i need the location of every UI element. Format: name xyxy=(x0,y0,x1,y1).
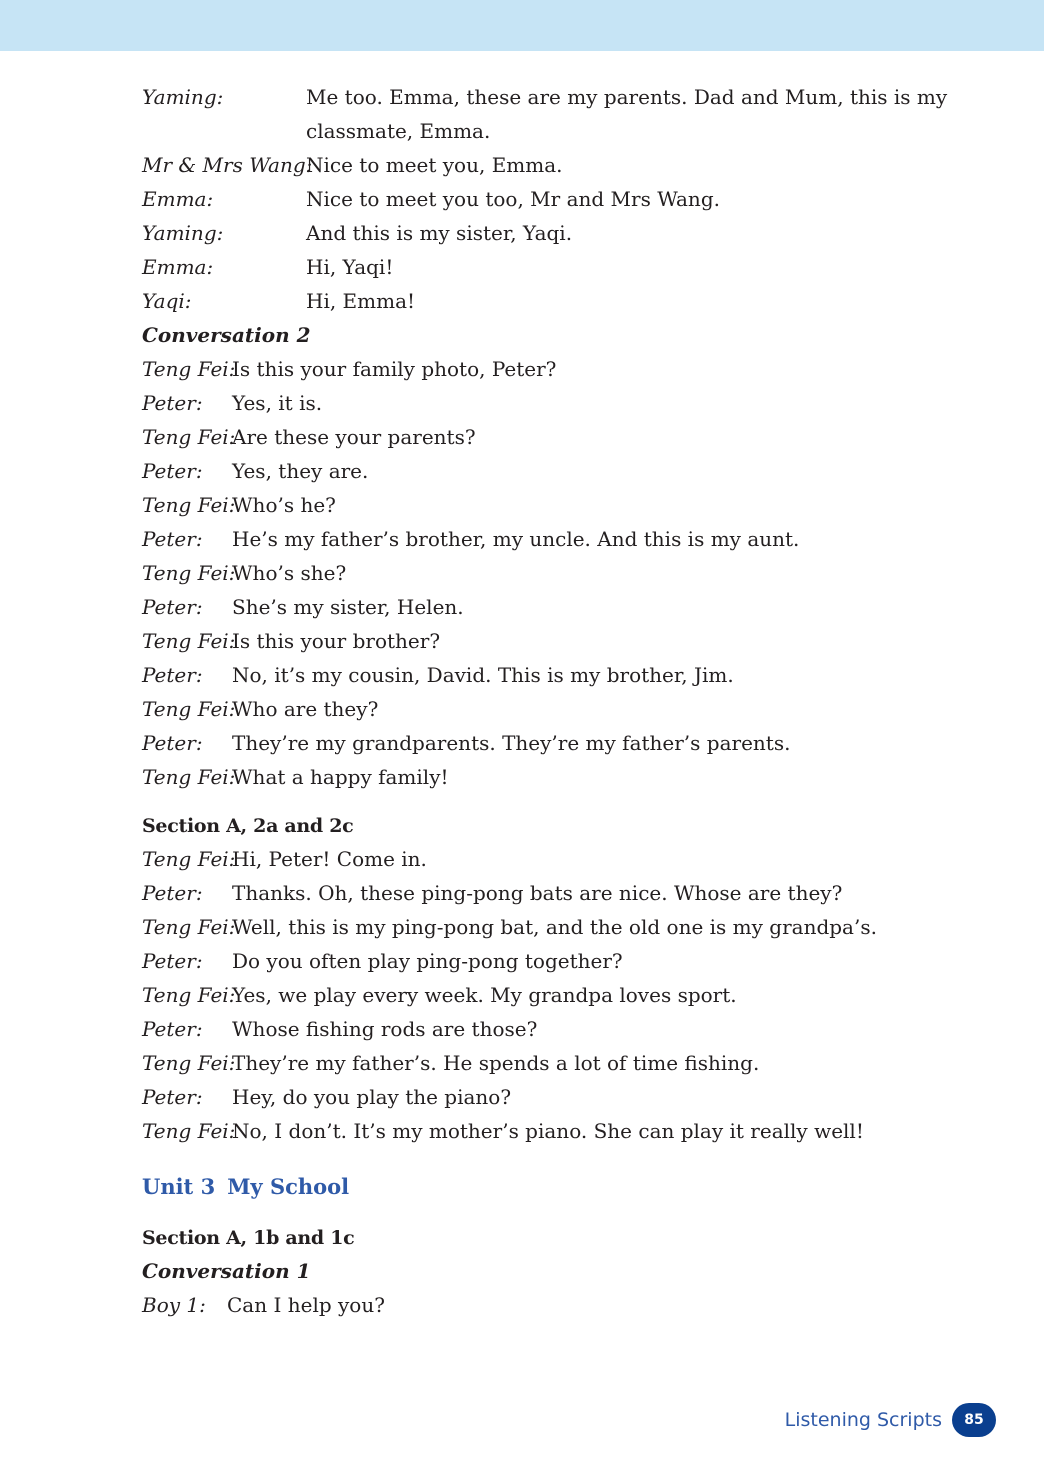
speaker-label: Yaming: xyxy=(142,221,224,245)
script-content xyxy=(142,80,1002,1322)
dialogue-line xyxy=(142,284,1002,318)
dialogue-line xyxy=(142,692,1002,726)
dialogue-line xyxy=(142,1114,1002,1148)
dialogue-line xyxy=(142,760,1002,794)
conversation-title: Conversation 1 xyxy=(142,1259,311,1283)
dialogue-text: Hey, do you play the piano? xyxy=(232,1085,512,1109)
conversation-title: Conversation 2 xyxy=(142,323,311,347)
dialogue-line xyxy=(142,876,1002,910)
dialogue-line xyxy=(142,386,1002,420)
dialogue-line xyxy=(142,488,1002,522)
page-number-badge: 85 xyxy=(952,1403,996,1437)
dialogue-text: They’re my grandparents. They’re my father’s parents. xyxy=(232,731,791,755)
dialogue-text: He’s my father’s brother, my uncle. And this is my aunt. xyxy=(232,527,800,551)
speaker-label: Teng Fei: xyxy=(142,493,236,517)
dialogue-text: Nice to meet you, Emma. xyxy=(306,153,563,177)
dialogue-text: What a happy family! xyxy=(232,765,449,789)
dialogue-line xyxy=(142,1288,1002,1322)
unit-heading xyxy=(142,1170,1002,1204)
speaker-label: Teng Fei: xyxy=(142,561,236,585)
speaker-label: Teng Fei: xyxy=(142,1051,236,1075)
dialogue-text: Is this your brother? xyxy=(232,629,441,653)
dialogue-text: Who are they? xyxy=(232,697,379,721)
dialogue-text: Yes, it is. xyxy=(232,391,323,415)
speaker-label: Peter: xyxy=(142,391,203,415)
dialogue-line xyxy=(142,420,1002,454)
dialogue-line xyxy=(142,1012,1002,1046)
speaker-label: Teng Fei: xyxy=(142,629,236,653)
speaker-label: Peter: xyxy=(142,949,203,973)
speaker-label: Peter: xyxy=(142,881,203,905)
speaker-label: Mr & Mrs Wang: xyxy=(142,153,313,177)
dialogue-text: Nice to meet you too, Mr and Mrs Wang. xyxy=(306,187,720,211)
speaker-label: Emma: xyxy=(142,255,214,279)
dialogue-line xyxy=(142,726,1002,760)
dialogue-text: Whose fishing rods are those? xyxy=(232,1017,538,1041)
dialogue-text: Me too. Emma, these are my parents. Dad and Mum, this is my classmate, Emma. xyxy=(306,85,948,143)
speaker-label: Peter: xyxy=(142,527,203,551)
speaker-label: Teng Fei: xyxy=(142,847,236,871)
speaker-label: Teng Fei: xyxy=(142,697,236,721)
dialogue-text: Hi, Emma! xyxy=(306,289,416,313)
dialogue-text: Who’s he? xyxy=(232,493,336,517)
speaker-label: Peter: xyxy=(142,731,203,755)
dialogue-line xyxy=(142,454,1002,488)
dialogue-line xyxy=(142,910,1002,944)
dialogue-text: Hi, Peter! Come in. xyxy=(232,847,427,871)
page-footer xyxy=(785,1403,996,1437)
speaker-label: Yaming: xyxy=(142,85,224,109)
speaker-label: Yaqi: xyxy=(142,289,192,313)
dialogue-text: Thanks. Oh, these ping-pong bats are nice. Whose are they? xyxy=(232,881,843,905)
speaker-label: Teng Fei: xyxy=(142,357,236,381)
dialogue-line xyxy=(142,250,1002,284)
dialogue-text: Do you often play ping-pong together? xyxy=(232,949,623,973)
speaker-label: Peter: xyxy=(142,1017,203,1041)
speaker-label: Boy 1: xyxy=(142,1293,206,1317)
footer-label: Listening Scripts xyxy=(784,1409,942,1431)
dialogue-line xyxy=(142,352,1002,386)
dialogue-line xyxy=(142,182,1002,216)
dialogue-line xyxy=(142,658,1002,692)
speaker-label: Teng Fei: xyxy=(142,765,236,789)
dialogue-text: Hi, Yaqi! xyxy=(306,255,394,279)
dialogue-line xyxy=(142,842,1002,876)
dialogue-text: Well, this is my ping-pong bat, and the old one is my grandpa’s. xyxy=(232,915,877,939)
speaker-label: Teng Fei: xyxy=(142,915,236,939)
speaker-label: Peter: xyxy=(142,595,203,619)
dialogue-line xyxy=(142,148,1002,182)
speaker-label: Teng Fei: xyxy=(142,1119,236,1143)
dialogue-line xyxy=(142,522,1002,556)
speaker-label: Peter: xyxy=(142,663,203,687)
dialogue-text: Who’s she? xyxy=(232,561,347,585)
dialogue-text: They’re my father’s. He spends a lot of time fishing. xyxy=(232,1051,760,1075)
speaker-label: Teng Fei: xyxy=(142,983,236,1007)
dialogue-line xyxy=(142,1046,1002,1080)
dialogue-line xyxy=(142,556,1002,590)
dialogue-line xyxy=(142,978,1002,1012)
dialogue-line xyxy=(142,80,1002,148)
dialogue-text: Are these your parents? xyxy=(232,425,476,449)
dialogue-text: She’s my sister, Helen. xyxy=(232,595,464,619)
dialogue-line xyxy=(142,944,1002,978)
section-title: Section A, 2a and 2c xyxy=(142,815,354,837)
dialogue-text: Can I help you? xyxy=(227,1293,385,1317)
dialogue-text: No, it’s my cousin, David. This is my brother, Jim. xyxy=(232,663,734,687)
speaker-label: Peter: xyxy=(142,459,203,483)
unit-name: My School xyxy=(227,1174,350,1199)
speaker-label: Teng Fei: xyxy=(142,425,236,449)
unit-number: Unit 3 xyxy=(142,1174,216,1199)
dialogue-text: Yes, we play every week. My grandpa loves sport. xyxy=(232,983,737,1007)
dialogue-line xyxy=(142,216,1002,250)
dialogue-line xyxy=(142,590,1002,624)
dialogue-text: Is this your family photo, Peter? xyxy=(232,357,557,381)
dialogue-text: Yes, they are. xyxy=(232,459,369,483)
section-title: Section A, 1b and 1c xyxy=(142,1227,355,1249)
dialogue-line xyxy=(142,1080,1002,1114)
speaker-label: Emma: xyxy=(142,187,214,211)
speaker-label: Peter: xyxy=(142,1085,203,1109)
dialogue-text: No, I don’t. It’s my mother’s piano. She can play it really well! xyxy=(232,1119,864,1143)
dialogue-text: And this is my sister, Yaqi. xyxy=(306,221,573,245)
dialogue-line xyxy=(142,624,1002,658)
header-band xyxy=(0,0,1044,51)
